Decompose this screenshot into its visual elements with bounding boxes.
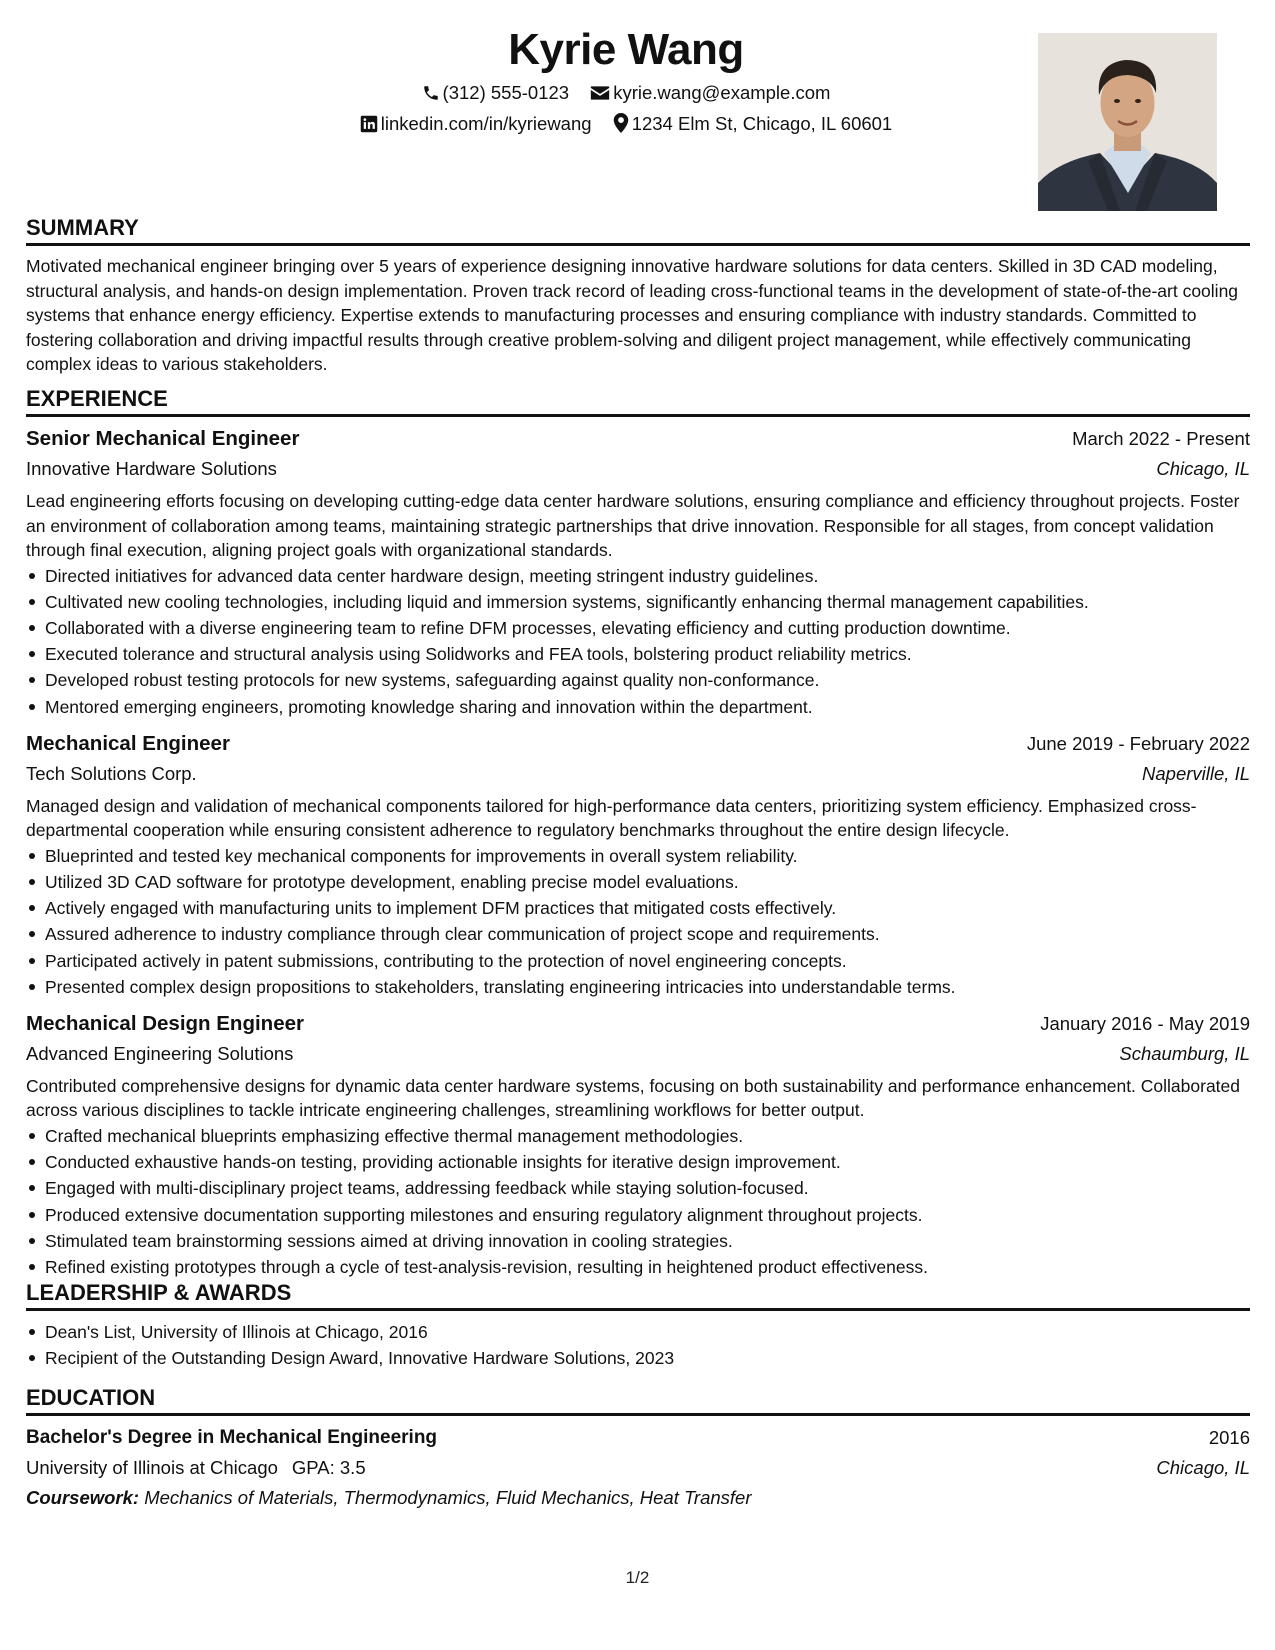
summary-section bbox=[26, 215, 1250, 377]
job-description: Managed design and validation of mechanical components tailored for high-performance data centers, prioritizing system efficiency. Emphasized cross-departmental cooperation while ensuring consistent adherence to regulatory benchmarks throughout the entire design lifecycle. bbox=[26, 795, 1197, 841]
list-item: Assured adherence to industry compliance through clear communication of project scope and requirements. bbox=[26, 921, 1250, 947]
phone-icon bbox=[422, 84, 440, 102]
job-dates: January 2016 - May 2019 bbox=[1040, 1012, 1250, 1034]
experience-section bbox=[26, 386, 1250, 1280]
job-bullets bbox=[26, 1123, 1250, 1280]
list-item: Produced extensive documentation supporting milestones and ensuring regulatory alignment throughout projects. bbox=[26, 1202, 1250, 1228]
email-text[interactable]: kyrie.wang@example.com bbox=[613, 82, 831, 103]
job-entry bbox=[26, 730, 1250, 1000]
leadership-section bbox=[26, 1280, 1250, 1371]
linkedin-text[interactable]: linkedin.com/in/kyriewang bbox=[380, 113, 592, 134]
leadership-heading: LEADERSHIP & AWARDS bbox=[26, 1280, 1250, 1311]
job-dates: March 2022 - Present bbox=[1072, 428, 1250, 449]
list-item: Utilized 3D CAD software for prototype development, enabling precise model evaluations. bbox=[26, 869, 1250, 895]
coursework-label: Coursework: bbox=[26, 1487, 140, 1508]
phone-contact bbox=[422, 80, 570, 106]
list-item: Directed initiatives for advanced data center hardware design, meeting stringent industry guidelines. bbox=[26, 563, 1250, 589]
job-location: Schaumburg, IL bbox=[1119, 1042, 1250, 1064]
list-item: Blueprinted and tested key mechanical components for improvements in overall system reliability. bbox=[26, 843, 1250, 869]
email-contact[interactable] bbox=[590, 80, 830, 106]
summary-text: Motivated mechanical engineer bringing over 5 years of experience designing innovative hardware solutions for data centers. Skilled in 3D CAD modeling, structural analysis, and hands-on design implementation. Proven track record of leading cross-functional teams in the development of state-of-the-art cooling systems that enhance energy efficiency. Expertise extends to manufacturing processes and ensuring compliance with industry standards. Committed to fostering collaboration and driving impactful results through creative problem-solving and diligent project management, while effectively communicating complex ideas to various stakeholders. bbox=[26, 256, 1239, 374]
map-pin-icon bbox=[613, 113, 629, 133]
address-contact bbox=[613, 111, 893, 137]
degree: Bachelor's Degree in Mechanical Engineering bbox=[26, 1427, 438, 1448]
list-item: Recipient of the Outstanding Design Award, Innovative Hardware Solutions, 2023 bbox=[26, 1345, 1250, 1371]
list-item: Developed robust testing protocols for new systems, safeguarding against quality non-conformance. bbox=[26, 667, 1250, 693]
candidate-name: Kyrie Wang bbox=[508, 25, 744, 74]
job-title: Senior Mechanical Engineer bbox=[26, 427, 300, 450]
job-title: Mechanical Design Engineer bbox=[26, 1011, 304, 1035]
job-description: Contributed comprehensive designs for dynamic data center hardware systems, focusing on both sustainability and performance enhancement. Collaborated across various disciplines to tackle intricate engineering challenges, streamlining workflows for better output. bbox=[26, 1075, 1241, 1121]
job-description: Lead engineering efforts focusing on developing cutting-edge data center hardware solutions, ensuring compliance and efficiency throughout projects. Foster an environment of collaboration among teams, maintaining strategic partnerships that drive innovation. Responsible for all stages, from concept validation through final execution, aligning project goals with organizational standards. bbox=[26, 491, 1240, 560]
list-item: Presented complex design propositions to stakeholders, translating engineering intricacies into understandable terms. bbox=[26, 974, 1250, 1000]
linkedin-contact[interactable] bbox=[360, 111, 592, 137]
education-location: Chicago, IL bbox=[1156, 1457, 1250, 1478]
list-item: Refined existing prototypes through a cycle of test-analysis-revision, resulting in heightened product effectiveness. bbox=[26, 1254, 1250, 1280]
profile-photo bbox=[1038, 33, 1217, 211]
school-line bbox=[26, 1454, 366, 1482]
list-item: Participated actively in patent submissions, contributing to the protection of novel engineering concepts. bbox=[26, 948, 1250, 974]
linkedin-icon bbox=[360, 115, 378, 133]
coursework-list: Mechanics of Materials, Thermodynamics, Fluid Mechanics, Heat Transfer bbox=[144, 1487, 752, 1508]
address-text: 1234 Elm St, Chicago, IL 60601 bbox=[631, 113, 893, 134]
education-section bbox=[26, 1385, 1250, 1512]
leadership-list bbox=[26, 1319, 1250, 1371]
job-bullets bbox=[26, 843, 1250, 1000]
list-item: Actively engaged with manufacturing units to implement DFM practices that mitigated costs effectively. bbox=[26, 895, 1250, 921]
page-number: 1/2 bbox=[625, 1568, 650, 1587]
coursework bbox=[26, 1484, 1250, 1512]
job-company: Advanced Engineering Solutions bbox=[26, 1042, 294, 1064]
job-company: Innovative Hardware Solutions bbox=[26, 458, 277, 479]
gpa: GPA: 3.5 bbox=[291, 1457, 366, 1478]
list-item: Conducted exhaustive hands-on testing, providing actionable insights for iterative design improvement. bbox=[26, 1149, 1250, 1175]
list-item: Cultivated new cooling technologies, including liquid and immersion systems, significantly enhancing thermal management capabilities. bbox=[26, 589, 1250, 615]
school-name: University of Illinois at Chicago bbox=[26, 1457, 278, 1478]
phone-text: (312) 555-0123 bbox=[442, 82, 570, 103]
job-location: Naperville, IL bbox=[1142, 762, 1250, 784]
summary-heading: SUMMARY bbox=[26, 215, 1250, 246]
list-item: Executed tolerance and structural analysis using Solidworks and FEA tools, bolstering product reliability metrics. bbox=[26, 641, 1250, 667]
education-heading: EDUCATION bbox=[26, 1385, 1250, 1416]
list-item: Crafted mechanical blueprints emphasizing effective thermal management methodologies. bbox=[26, 1123, 1250, 1149]
experience-heading: EXPERIENCE bbox=[26, 386, 1250, 417]
job-location: Chicago, IL bbox=[1156, 458, 1250, 479]
job-title: Mechanical Engineer bbox=[26, 731, 230, 755]
list-item: Engaged with multi-disciplinary project teams, addressing feedback while staying solution-focused. bbox=[26, 1175, 1250, 1201]
education-year: 2016 bbox=[1208, 1427, 1250, 1448]
job-company: Tech Solutions Corp. bbox=[26, 762, 197, 784]
job-entry bbox=[26, 425, 1250, 720]
list-item: Mentored emerging engineers, promoting knowledge sharing and innovation within the department. bbox=[26, 694, 1250, 720]
list-item: Stimulated team brainstorming sessions aimed at driving innovation in cooling strategies. bbox=[26, 1228, 1250, 1254]
job-entry bbox=[26, 1010, 1250, 1280]
envelope-icon bbox=[590, 84, 610, 102]
job-dates: June 2019 - February 2022 bbox=[1026, 732, 1250, 754]
list-item: Dean's List, University of Illinois at Chicago, 2016 bbox=[26, 1319, 1250, 1345]
list-item: Collaborated with a diverse engineering team to refine DFM processes, elevating efficiency and cutting production downtime. bbox=[26, 615, 1250, 641]
job-bullets bbox=[26, 563, 1250, 720]
